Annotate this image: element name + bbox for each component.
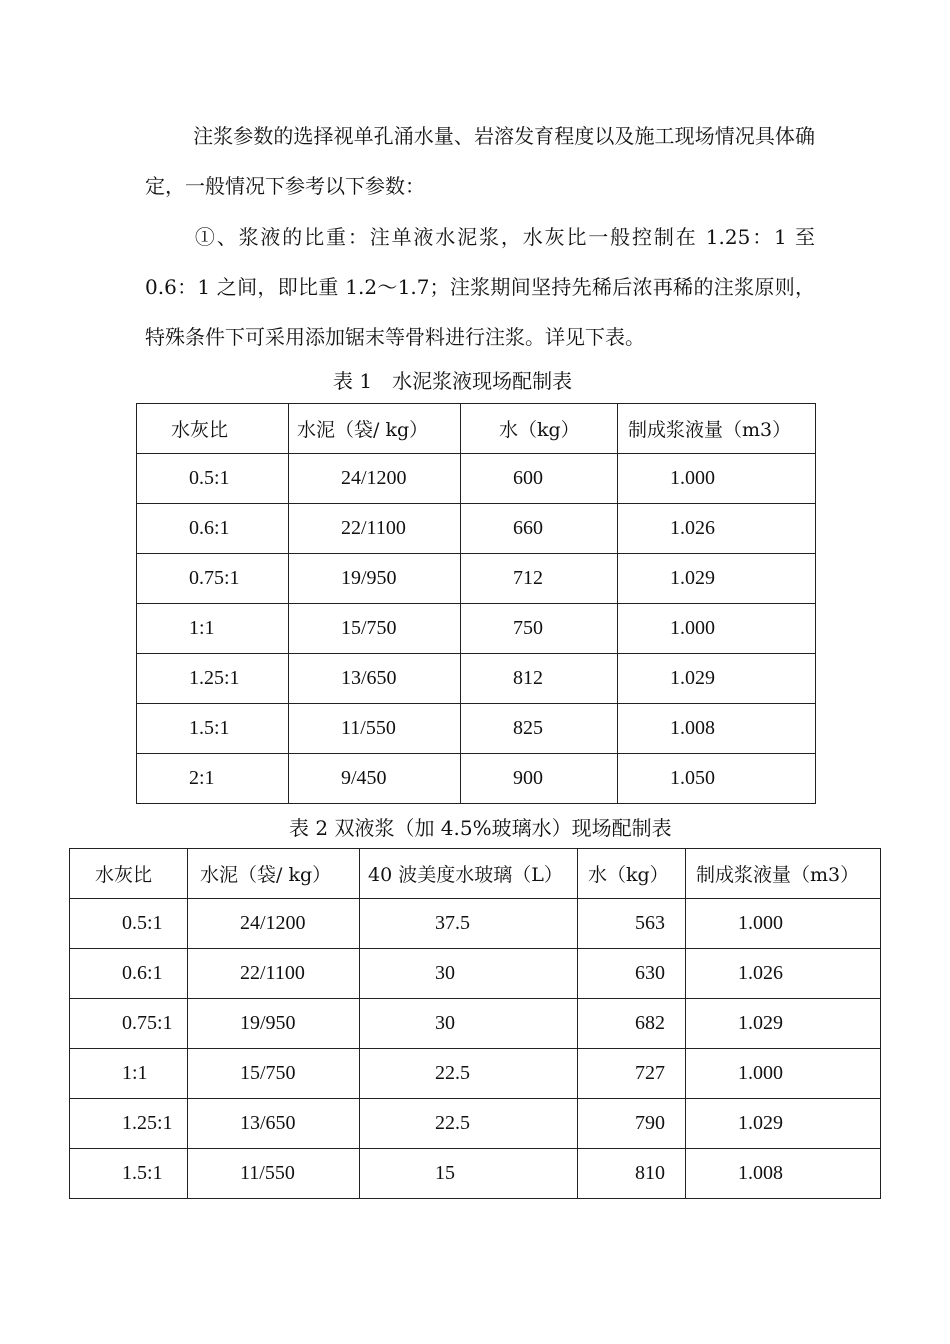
table2-cell: 1.25:1 <box>70 1099 188 1149</box>
table-row <box>70 949 881 999</box>
paragraph-intro <box>145 111 815 211</box>
table1-cell: 1.000 <box>618 604 816 654</box>
table1-header-cell: 制成浆液量（m3） <box>618 404 816 454</box>
table1-cell: 1.029 <box>618 554 816 604</box>
table1-cell: 660 <box>461 504 618 554</box>
table2-caption: 表 2 双液浆（加 4.5%玻璃水）现场配制表 <box>289 816 672 840</box>
table2-cell: 1.000 <box>686 1049 881 1099</box>
table1-cell: 712 <box>461 554 618 604</box>
table2-header-cell: 水泥（袋/ kg） <box>188 849 360 899</box>
table1-cell: 13/650 <box>289 654 461 704</box>
table1-cell: 9/450 <box>289 754 461 804</box>
table2-cell: 22/1100 <box>188 949 360 999</box>
table2-cell: 1:1 <box>70 1049 188 1099</box>
table2-cell: 30 <box>360 949 578 999</box>
table-row <box>70 1049 881 1099</box>
table1-header-cell: 水（kg） <box>461 404 618 454</box>
table1-cell: 1.029 <box>618 654 816 704</box>
table2-cell: 0.75:1 <box>70 999 188 1049</box>
table1-cell: 0.6:1 <box>137 504 289 554</box>
table-row <box>70 1099 881 1149</box>
paragraph-density-text: ①、浆液的比重：注单液水泥浆，水灰比一般控制在 1.25：1 至 0.6：1 之间，即比重 1.2～1.7；注浆期间坚持先稀后浓再稀的注浆原则，特殊条件下可采用添加锯末等骨料进行注浆。详见下表。 <box>145 225 815 349</box>
table1-cell: 15/750 <box>289 604 461 654</box>
paragraph-intro-text: 注浆参数的选择视单孔涌水量、岩溶发育程度以及施工现场情况具体确定，一般情况下参考以下参数： <box>145 124 815 198</box>
table2-cell: 24/1200 <box>188 899 360 949</box>
table1-cell: 1.000 <box>618 454 816 504</box>
table1-cell: 1.026 <box>618 504 816 554</box>
table2-cell: 30 <box>360 999 578 1049</box>
table1-cell: 22/1100 <box>289 504 461 554</box>
table1-cell: 0.75:1 <box>137 554 289 604</box>
table1-cell: 750 <box>461 604 618 654</box>
table-row <box>137 554 816 604</box>
table2-cell: 1.000 <box>686 899 881 949</box>
table2-header-cell: 制成浆液量（m3） <box>686 849 881 899</box>
table2-cell: 1.026 <box>686 949 881 999</box>
table2-cell: 22.5 <box>360 1049 578 1099</box>
paragraph-density <box>145 212 815 362</box>
table2-cell: 37.5 <box>360 899 578 949</box>
table1-cell: 1.008 <box>618 704 816 754</box>
table2-cell: 13/650 <box>188 1099 360 1149</box>
table2-cell: 727 <box>578 1049 686 1099</box>
table-row <box>137 654 816 704</box>
table1-header-row <box>137 404 816 454</box>
table1-header-cell: 水灰比 <box>137 404 289 454</box>
table2-cell: 1.008 <box>686 1149 881 1199</box>
table1-cell: 19/950 <box>289 554 461 604</box>
table-row <box>137 704 816 754</box>
table2-header-cell: 水灰比 <box>70 849 188 899</box>
table2-cell: 0.6:1 <box>70 949 188 999</box>
table2-header-cell: 40 波美度水玻璃（L） <box>360 849 578 899</box>
table2-cell: 0.5:1 <box>70 899 188 949</box>
table2-cell: 22.5 <box>360 1099 578 1149</box>
table-row <box>137 604 816 654</box>
table2-cell: 15/750 <box>188 1049 360 1099</box>
table1-header-cell: 水泥（袋/ kg） <box>289 404 461 454</box>
table-row <box>70 899 881 949</box>
table2-cell: 790 <box>578 1099 686 1149</box>
table1-cell: 600 <box>461 454 618 504</box>
table2-double-slurry <box>69 848 881 1199</box>
table1-cell: 812 <box>461 654 618 704</box>
table1-cell: 1:1 <box>137 604 289 654</box>
table2-cell: 19/950 <box>188 999 360 1049</box>
table2-cell: 11/550 <box>188 1149 360 1199</box>
table-row <box>70 999 881 1049</box>
table2-cell: 15 <box>360 1149 578 1199</box>
table1-cement-slurry <box>136 403 816 804</box>
table2-header-cell: 水（kg） <box>578 849 686 899</box>
table2-cell: 810 <box>578 1149 686 1199</box>
table1-cell: 2:1 <box>137 754 289 804</box>
table-row <box>137 504 816 554</box>
table2-header-row <box>70 849 881 899</box>
table1-cell: 900 <box>461 754 618 804</box>
table1-cell: 0.5:1 <box>137 454 289 504</box>
table2-cell: 630 <box>578 949 686 999</box>
table-row <box>137 754 816 804</box>
table2-cell: 563 <box>578 899 686 949</box>
table2-cell: 1.029 <box>686 999 881 1049</box>
table1-cell: 11/550 <box>289 704 461 754</box>
table1-cell: 825 <box>461 704 618 754</box>
table-row <box>70 1149 881 1199</box>
table2-cell: 1.5:1 <box>70 1149 188 1199</box>
table1-cell: 24/1200 <box>289 454 461 504</box>
table2-cell: 682 <box>578 999 686 1049</box>
table1-cell: 1.25:1 <box>137 654 289 704</box>
table1-cell: 1.5:1 <box>137 704 289 754</box>
table2-cell: 1.029 <box>686 1099 881 1149</box>
table-row <box>137 454 816 504</box>
table1-caption: 表 1 水泥浆液现场配制表 <box>333 369 573 393</box>
table1-cell: 1.050 <box>618 754 816 804</box>
